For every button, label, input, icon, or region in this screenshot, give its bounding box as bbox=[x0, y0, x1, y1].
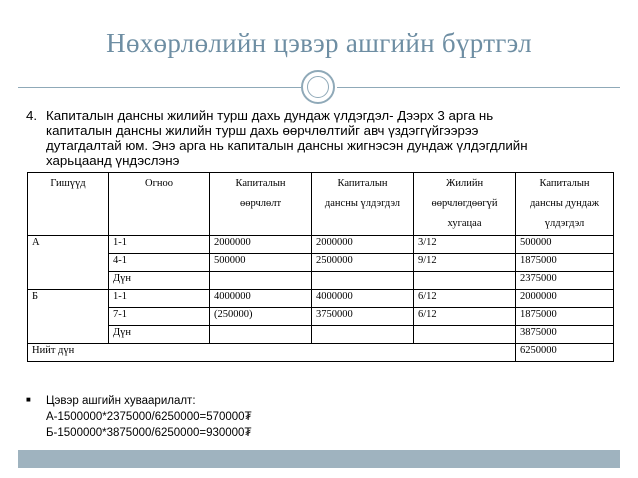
circle-ornament-icon bbox=[301, 70, 335, 104]
table-cell: (250000) bbox=[210, 308, 312, 326]
table-cell: 2000000 bbox=[312, 236, 414, 254]
table-cell: 500000 bbox=[516, 236, 614, 254]
member-cell: А bbox=[28, 236, 109, 290]
table-cell: 6/12 bbox=[414, 290, 516, 308]
table-header-row bbox=[28, 173, 614, 236]
table-cell: 4-1 bbox=[109, 254, 210, 272]
table-cell: 1-1 bbox=[109, 236, 210, 254]
table-cell: 9/12 bbox=[414, 254, 516, 272]
item-number: 4. bbox=[26, 108, 38, 123]
member-cell: Б bbox=[28, 290, 109, 344]
header-average-balance: Капиталын дансны дундаж үлдэгдэл bbox=[516, 173, 614, 236]
header-capital-change: Капиталын өөрчлөлт bbox=[210, 173, 312, 236]
table-cell bbox=[414, 326, 516, 344]
table-cell: Дүн bbox=[109, 272, 210, 290]
table-cell bbox=[414, 272, 516, 290]
table-cell: 2500000 bbox=[312, 254, 414, 272]
table-row bbox=[28, 272, 614, 290]
header-date: Огноо bbox=[109, 173, 210, 236]
table-cell bbox=[210, 326, 312, 344]
table-row bbox=[28, 254, 614, 272]
table-cell: 3750000 bbox=[312, 308, 414, 326]
total-value: 6250000 bbox=[516, 344, 614, 362]
title-divider-left bbox=[18, 87, 301, 88]
table-cell: 2375000 bbox=[516, 272, 614, 290]
table-cell: 2000000 bbox=[210, 236, 312, 254]
table-cell bbox=[312, 326, 414, 344]
intro-line: харьцаанд үндэслэнэ bbox=[46, 153, 180, 168]
table-cell bbox=[312, 272, 414, 290]
header-unchanged-period: Жилийн өөрчлөгдөөгүй хугацаа bbox=[414, 173, 516, 236]
header-capital-balance: Капиталын дансны үлдэгдэл bbox=[312, 173, 414, 236]
table-cell: 4000000 bbox=[312, 290, 414, 308]
table-row bbox=[28, 308, 614, 326]
table-row bbox=[28, 236, 614, 254]
distribution-heading: Цэвэр ашгийн хуваарилалт: bbox=[46, 395, 196, 407]
square-bullet-icon: ■ bbox=[26, 395, 31, 404]
intro-paragraph bbox=[26, 108, 586, 168]
table-cell: 4000000 bbox=[210, 290, 312, 308]
table-cell bbox=[210, 272, 312, 290]
total-label: Нийт дүн bbox=[28, 344, 516, 362]
intro-line: Капиталын дансны жилийн турш дахь дундаж үлдэгдэл- Дээрх 3 арга нь bbox=[46, 108, 494, 123]
table-cell: 500000 bbox=[210, 254, 312, 272]
footer-bar bbox=[18, 450, 620, 468]
table-cell: 1875000 bbox=[516, 308, 614, 326]
table-cell: Дүн bbox=[109, 326, 210, 344]
distribution-line: А-1500000*2375000/6250000=570000₮ bbox=[46, 411, 252, 423]
table-cell: 1-1 bbox=[109, 290, 210, 308]
intro-line: дутагдалтай юм. Энэ арга нь капиталын дансны жигнэсэн дундаж үлдэгдлийн bbox=[46, 138, 528, 153]
intro-line: капиталын дансны жилийн турш дахь өөрчлөлтийг авч үздэггүйгээрээ bbox=[46, 123, 479, 138]
table-row bbox=[28, 290, 614, 308]
table-row bbox=[28, 326, 614, 344]
table-cell: 7-1 bbox=[109, 308, 210, 326]
table-cell: 3/12 bbox=[414, 236, 516, 254]
table-cell: 6/12 bbox=[414, 308, 516, 326]
title-divider-right bbox=[337, 87, 620, 88]
table-cell: 3875000 bbox=[516, 326, 614, 344]
table-cell: 1875000 bbox=[516, 254, 614, 272]
header-members: Гишүүд bbox=[28, 173, 109, 236]
slide-title: Нөхөрлөлийн цэвэр ашгийн бүртгэл bbox=[106, 28, 532, 58]
table-cell: 2000000 bbox=[516, 290, 614, 308]
profit-distribution bbox=[26, 392, 252, 441]
distribution-line: Б-1500000*3875000/6250000=930000₮ bbox=[46, 427, 252, 439]
capital-table bbox=[27, 172, 614, 362]
table-total-row bbox=[28, 344, 614, 362]
